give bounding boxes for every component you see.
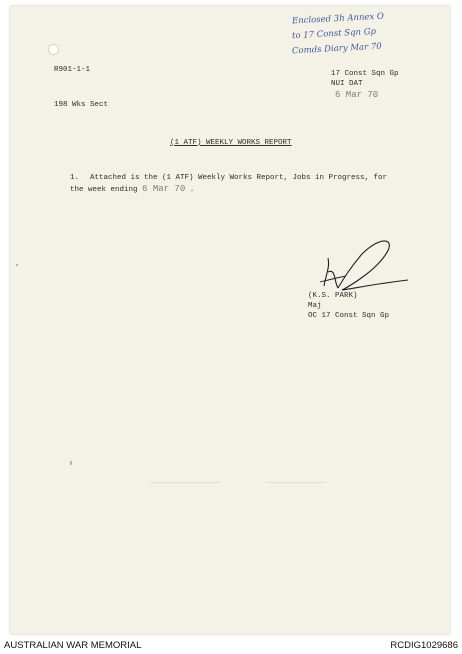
file-reference: R901-1-1 bbox=[54, 66, 91, 74]
paragraph-line-1: Attached is the (1 ATF) Weekly Works Report, Jobs in Progress, for bbox=[90, 174, 388, 182]
paper-speck bbox=[16, 264, 18, 266]
paragraph-number: 1. bbox=[70, 174, 80, 182]
paper-speck bbox=[266, 482, 326, 483]
paper-speck bbox=[150, 482, 220, 483]
signer-rank: Maj bbox=[308, 302, 322, 310]
document-title: (1 ATF) WEEKLY WORKS REPORT bbox=[170, 139, 292, 147]
handwritten-annotation-line1: Enclosed 3h Annex O bbox=[291, 11, 385, 27]
document-page bbox=[10, 6, 450, 634]
location: NUI DAT bbox=[331, 80, 363, 88]
paper-speck bbox=[70, 461, 72, 465]
paragraph-date-stamp: 6 Mar 70 bbox=[142, 184, 186, 194]
paragraph-line-2 bbox=[70, 184, 194, 194]
archive-name: AUSTRALIAN WAR MEMORIAL bbox=[4, 639, 142, 651]
record-id: RCDIG1029686 bbox=[390, 639, 458, 651]
paragraph-line-2-text: the week ending bbox=[70, 186, 138, 194]
handwritten-annotation-line3: Comds Diary Mar 70 bbox=[291, 41, 382, 57]
signature-icon bbox=[316, 238, 416, 294]
addressee: 198 Wks Sect bbox=[54, 101, 109, 109]
punch-hole bbox=[48, 44, 59, 55]
handwritten-annotation-line2: to 17 Const Sqn Gp bbox=[291, 26, 377, 42]
paragraph-end: . bbox=[189, 186, 195, 194]
date-stamp: 6 Mar 70 bbox=[335, 90, 379, 100]
footer-bar bbox=[0, 636, 462, 654]
from-unit: 17 Const Sqn Gp bbox=[331, 70, 399, 78]
signer-role: OC 17 Const Sqn Gp bbox=[308, 312, 390, 320]
signer-name: (K.S. PARK) bbox=[308, 292, 358, 300]
